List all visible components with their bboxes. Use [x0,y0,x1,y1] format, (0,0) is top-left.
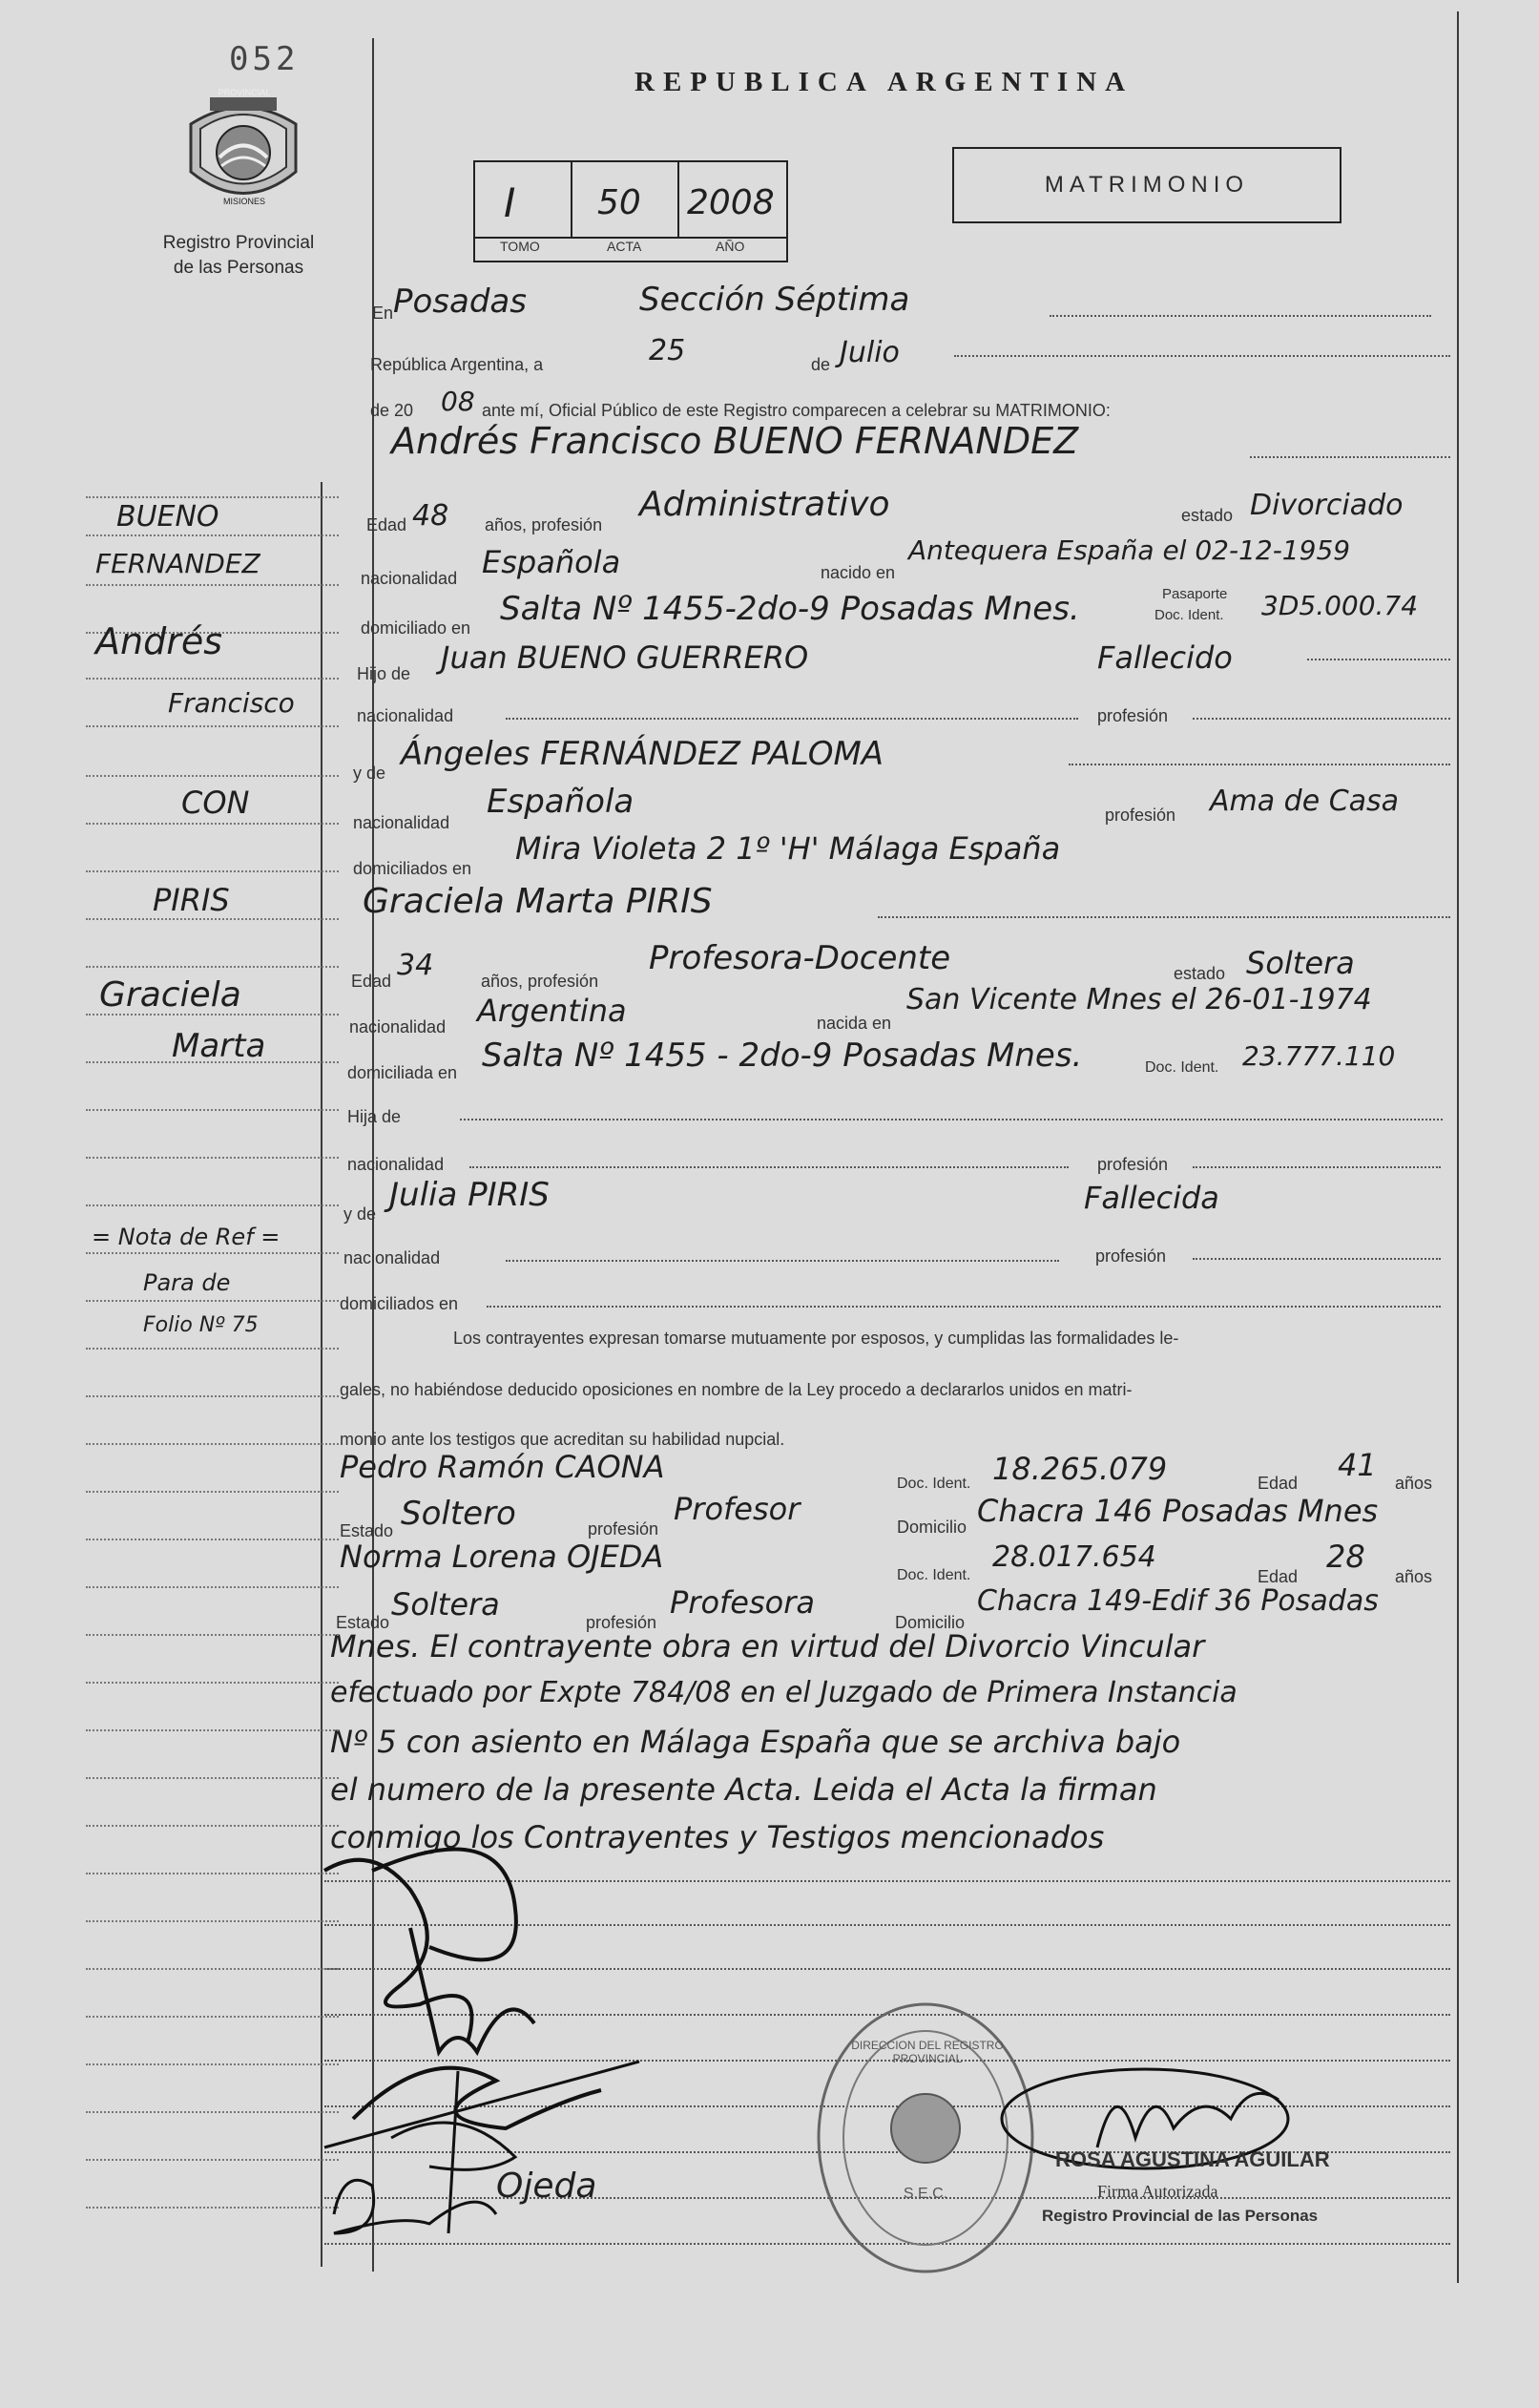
margin-note-1: = Nota de Ref = [92,1224,281,1250]
bride-age: 34 [397,949,434,982]
margin-bride-surname: PIRIS [153,882,230,918]
ano-label: AÑO [716,239,745,254]
margin-bride-name-1: Graciela [99,975,241,1015]
groom-father-nac-label: nacionalidad [357,706,454,725]
year-suffix: 08 [441,386,475,417]
registry-name-2: de las Personas [173,258,304,278]
groom-status: Divorciado [1250,489,1404,522]
tomo-label: TOMO [500,239,540,254]
witness-1-profession: Profesor [674,1491,801,1527]
groom-father-status: Fallecido [1097,639,1233,676]
republica-label: República Argentina, a [370,355,544,374]
bride-anos-label: años, profesión [481,972,599,991]
groom-born: Antequera España el 02-12-1959 [908,534,1351,566]
bride-address: Salta Nº 1455 - 2do-9 Posadas Mnes. [482,1036,1083,1075]
witness-2-name: Norma Lorena OJEDA [340,1539,664,1575]
section: Sección Séptima [639,281,910,319]
witness-2-dom-label: Domicilio [895,1613,966,1632]
de-label: de [811,355,831,374]
legal-text-2: gales, no habiéndose deducido oposiciones en nombre de la Ley procedo a declararlos unidos en matri- [340,1380,1133,1399]
witness-2-prof-label: profesión [586,1613,657,1632]
seal-word-bottom: MISIONES [222,197,265,206]
margin-groom-surname-1: BUENO [116,500,219,534]
bride-mother: Julia PIRIS [389,1176,550,1214]
groom-age: 48 [412,499,449,533]
bride-hija-label: Hija de [347,1107,402,1126]
month: Julio [840,336,900,369]
groom-doc: 3D5.000.74 [1261,590,1419,621]
bride-father-prof-label: profesión [1097,1155,1169,1174]
ano-value: 2008 [687,183,775,222]
groom-nationality: Española [482,544,621,580]
witness-2-estado-label: Estado [336,1613,390,1632]
groom-father: Juan BUENO GUERRERO [441,639,809,676]
bride-mother-prof-label: profesión [1095,1246,1167,1266]
groom-parents-address: Mira Violeta 2 1º 'H' Málaga España [515,830,1061,867]
witness-signature: Ojeda [496,2167,597,2206]
observation-5: conmigo los Contrayentes y Testigos mencionados [330,1819,1105,1855]
groom-estado-label: estado [1181,506,1234,525]
document-type: MATRIMONIO [1044,172,1250,198]
groom-edad-label: Edad [366,515,407,534]
bride-domiciliada-label: domiciliada en [347,1063,458,1082]
margin-groom-name-1: Andrés [95,620,222,662]
day: 25 [649,334,686,367]
groom-anos-label: años, profesión [485,515,603,534]
witness-1-prof-label: profesión [588,1519,659,1539]
observation-3: Nº 5 con asiento en Málaga España que se archiva bajo [330,1724,1181,1760]
bride-nacionalidad-label: nacionalidad [349,1017,447,1036]
witness-2-age: 28 [1326,1539,1365,1575]
bride-born: San Vicente Mnes el 26-01-1974 [906,983,1372,1016]
observation-2: efectuado por Expte 784/08 en el Juzgado de Primera Instancia [330,1676,1237,1709]
bride-parents-dom-label: domiciliados en [340,1294,459,1313]
city: Posadas [393,283,527,321]
official-name: ROSA AGUSTINA AGUILAR [1055,2147,1330,2171]
stamp-sub: S.E.C. [903,2186,948,2202]
witness-2-edad-label: Edad [1258,1567,1299,1586]
registry-name-1: Registro Provincial [162,233,315,253]
margin-con: CON [181,785,250,821]
groom-y-de-label: y de [353,764,386,783]
witness-1-age: 41 [1338,1447,1377,1483]
bride-nationality: Argentina [477,993,627,1029]
groom-domiciliado-label: domiciliado en [361,618,471,638]
tomo-value: I [504,179,516,226]
groom-address: Salta Nº 1455-2do-9 Posadas Mnes. [500,590,1080,628]
witness-1-doc-label: Doc. Ident. [897,1476,971,1492]
groom-doc-label: Doc. Ident. [1154,607,1224,623]
legal-text-3: monio ante los testigos que acreditan su habilidad nupcial. [340,1430,785,1449]
margin-bride-name-2: Marta [172,1027,266,1065]
en-label: En [372,304,394,323]
seal-word-top: PROVINCIAL [218,88,271,97]
bride-father-nac-label: nacionalidad [347,1155,445,1174]
groom-pasaporte-label: Pasaporte [1162,586,1228,602]
observation-4: el numero de la presente Acta. Leida el Acta la firman [330,1771,1157,1808]
bride-profession: Profesora-Docente [649,939,951,977]
opening-text: ante mí, Oficial Público de este Registro comparecen a celebrar su MATRIMONIO: [482,401,1111,420]
witness-2-profession: Profesora [670,1584,815,1621]
bride-mother-nac-label: nacionalidad [343,1248,441,1267]
bride-doc: 23.777.110 [1242,1040,1396,1072]
witness-2-status: Soltera [391,1586,500,1623]
bride-estado-label: estado [1174,964,1226,983]
groom-parents-dom-label: domiciliados en [353,859,472,878]
groom-full-name: Andrés Francisco BUENO FERNANDEZ [391,420,1079,462]
bride-doc-label: Doc. Ident. [1145,1059,1219,1076]
groom-mother: Ángeles FERNÁNDEZ PALOMA [401,735,884,773]
observation-1: Mnes. El contrayente obra en virtud del Divorcio Vincular [330,1628,1205,1665]
witness-1-dom-label: Domicilio [897,1518,967,1537]
margin-groom-name-2: Francisco [168,687,295,719]
witness-1-anos-label: años [1395,1474,1433,1493]
record-box [473,160,788,262]
official-title: Firma Autorizada [1097,2182,1218,2201]
bride-nacida-label: nacida en [817,1014,892,1033]
stamp-text: DIRECCION DEL REGISTRO PROVINCIAL [851,2039,1004,2065]
margin-groom-surname-2: FERNANDEZ [95,548,260,579]
acta-value: 50 [597,183,641,222]
bride-y-de-label: y de [343,1204,377,1224]
official-registry: Registro Provincial de las Personas [1042,2207,1319,2225]
matrimonio-box [952,147,1341,223]
groom-mother-profession: Ama de Casa [1210,785,1400,818]
witness-1-status: Soltero [401,1495,516,1533]
year-prefix: de 20 [370,401,414,420]
bride-full-name: Graciela Marta PIRIS [363,882,713,921]
legal-text-1: Los contrayentes expresan tomarse mutuamente por esposos, y cumplidas las formalidades le- [453,1329,1179,1348]
bride-edad-label: Edad [351,972,392,991]
witness-2-doc-label: Doc. Ident. [897,1567,971,1583]
bride-mother-status: Fallecida [1084,1180,1219,1216]
witness-2-doc: 28.017.654 [992,1540,1156,1574]
country-heading: REPUBLICA ARGENTINA [634,67,1134,97]
page-number: 052 [229,40,300,78]
margin-note-3: Folio Nº 75 [143,1313,259,1337]
groom-mother-nac-label: nacionalidad [353,813,450,832]
witness-2-address: Chacra 149-Edif 36 Posadas [977,1584,1379,1618]
margin-note-2: Para de [143,1269,231,1296]
witness-2-anos-label: años [1395,1567,1433,1586]
groom-nacionalidad-label: nacionalidad [361,569,458,588]
witness-1-address: Chacra 146 Posadas Mnes [977,1493,1379,1529]
groom-mother-prof-label: profesión [1105,806,1176,825]
groom-nacido-label: nacido en [821,563,896,582]
witness-1-name: Pedro Ramón CAONA [340,1449,665,1485]
witness-1-estado-label: Estado [340,1521,394,1540]
bride-status: Soltera [1246,945,1355,981]
groom-father-prof-label: profesión [1097,706,1169,725]
groom-mother-nationality: Española [487,783,634,821]
groom-profession: Administrativo [639,485,890,524]
witness-1-doc: 18.265.079 [992,1451,1168,1487]
witness-1-edad-label: Edad [1258,1474,1299,1493]
acta-label: ACTA [607,239,642,254]
groom-hijo-label: Hijo de [357,664,411,683]
